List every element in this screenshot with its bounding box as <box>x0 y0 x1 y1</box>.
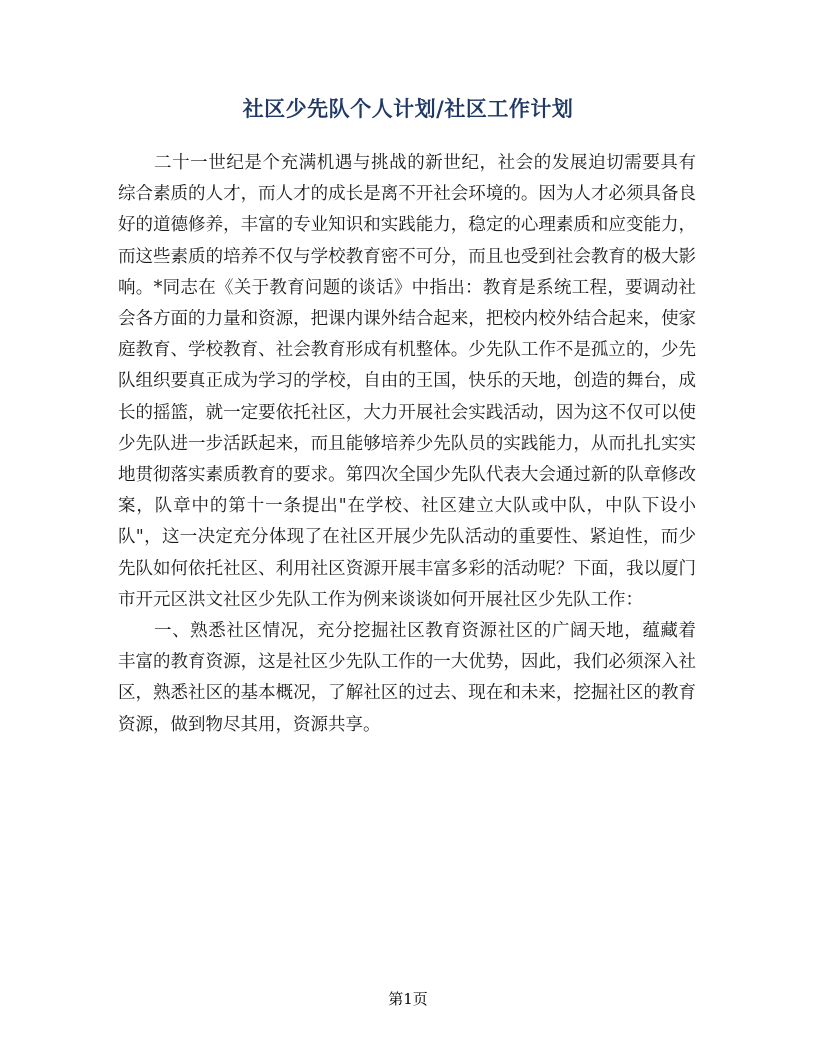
document-title: 社区少先队个人计划/社区工作计划 <box>242 96 574 121</box>
paragraph-intro: 二十一世纪是个充满机遇与挑战的新世纪，社会的发展迫切需要具有综合素质的人才，而人才的成长是离不开社会环境的。因为人才必须具备良好的道德修养，丰富的专业知识和实践能力，稳定的心理素质和应变能力，而这些素质的培养不仅与学校教育密不可分，而且也受到社会教育的极大影响。*同志在《关于教育问题的谈话》中指出：教育是系统工程，要调动社会各方面的力量和资源，把课内课外结合起来，把校内校外结合起来，使家庭教育、学校教育、社会教育形成有机整体。少先队工作不是孤立的，少先队组织要真正成为学习的学校，自由的王国，快乐的天地，创造的舞台，成长的摇篮，就一定要依托社区，大力开展社会实践活动，因为这不仅可以使少先队进一步活跃起来，而且能够培养少先队员的实践能力，从而扎扎实实地贯彻落实素质教育的要求。第四次全国少先队代表大会通过新的队章修改案，队章中的第十一条提出"在学校、社区建立大队或中队，中队下设小队"，这一决定充分体现了在社区开展少先队活动的重要性、紧迫性，而少先队如何依托社区、利用社区资源开展丰富多彩的活动呢？下面，我以厦门市开元区洪文社区少先队工作为例来谈谈如何开展社区少先队工作： <box>118 153 696 610</box>
paragraph-section-one: 一、熟悉社区情况，充分挖掘社区教育资源社区的广阔天地，蕴藏着丰富的教育资源，这是社区少先队工作的一大优势，因此，我们必须深入社区，熟悉社区的基本概况，了解社区的过去、现在和未来，挖掘社区的教育资源，做到物尽其用，资源共享。 <box>118 621 696 735</box>
page-number: 第1页 <box>388 990 428 1008</box>
document-body <box>118 148 696 741</box>
